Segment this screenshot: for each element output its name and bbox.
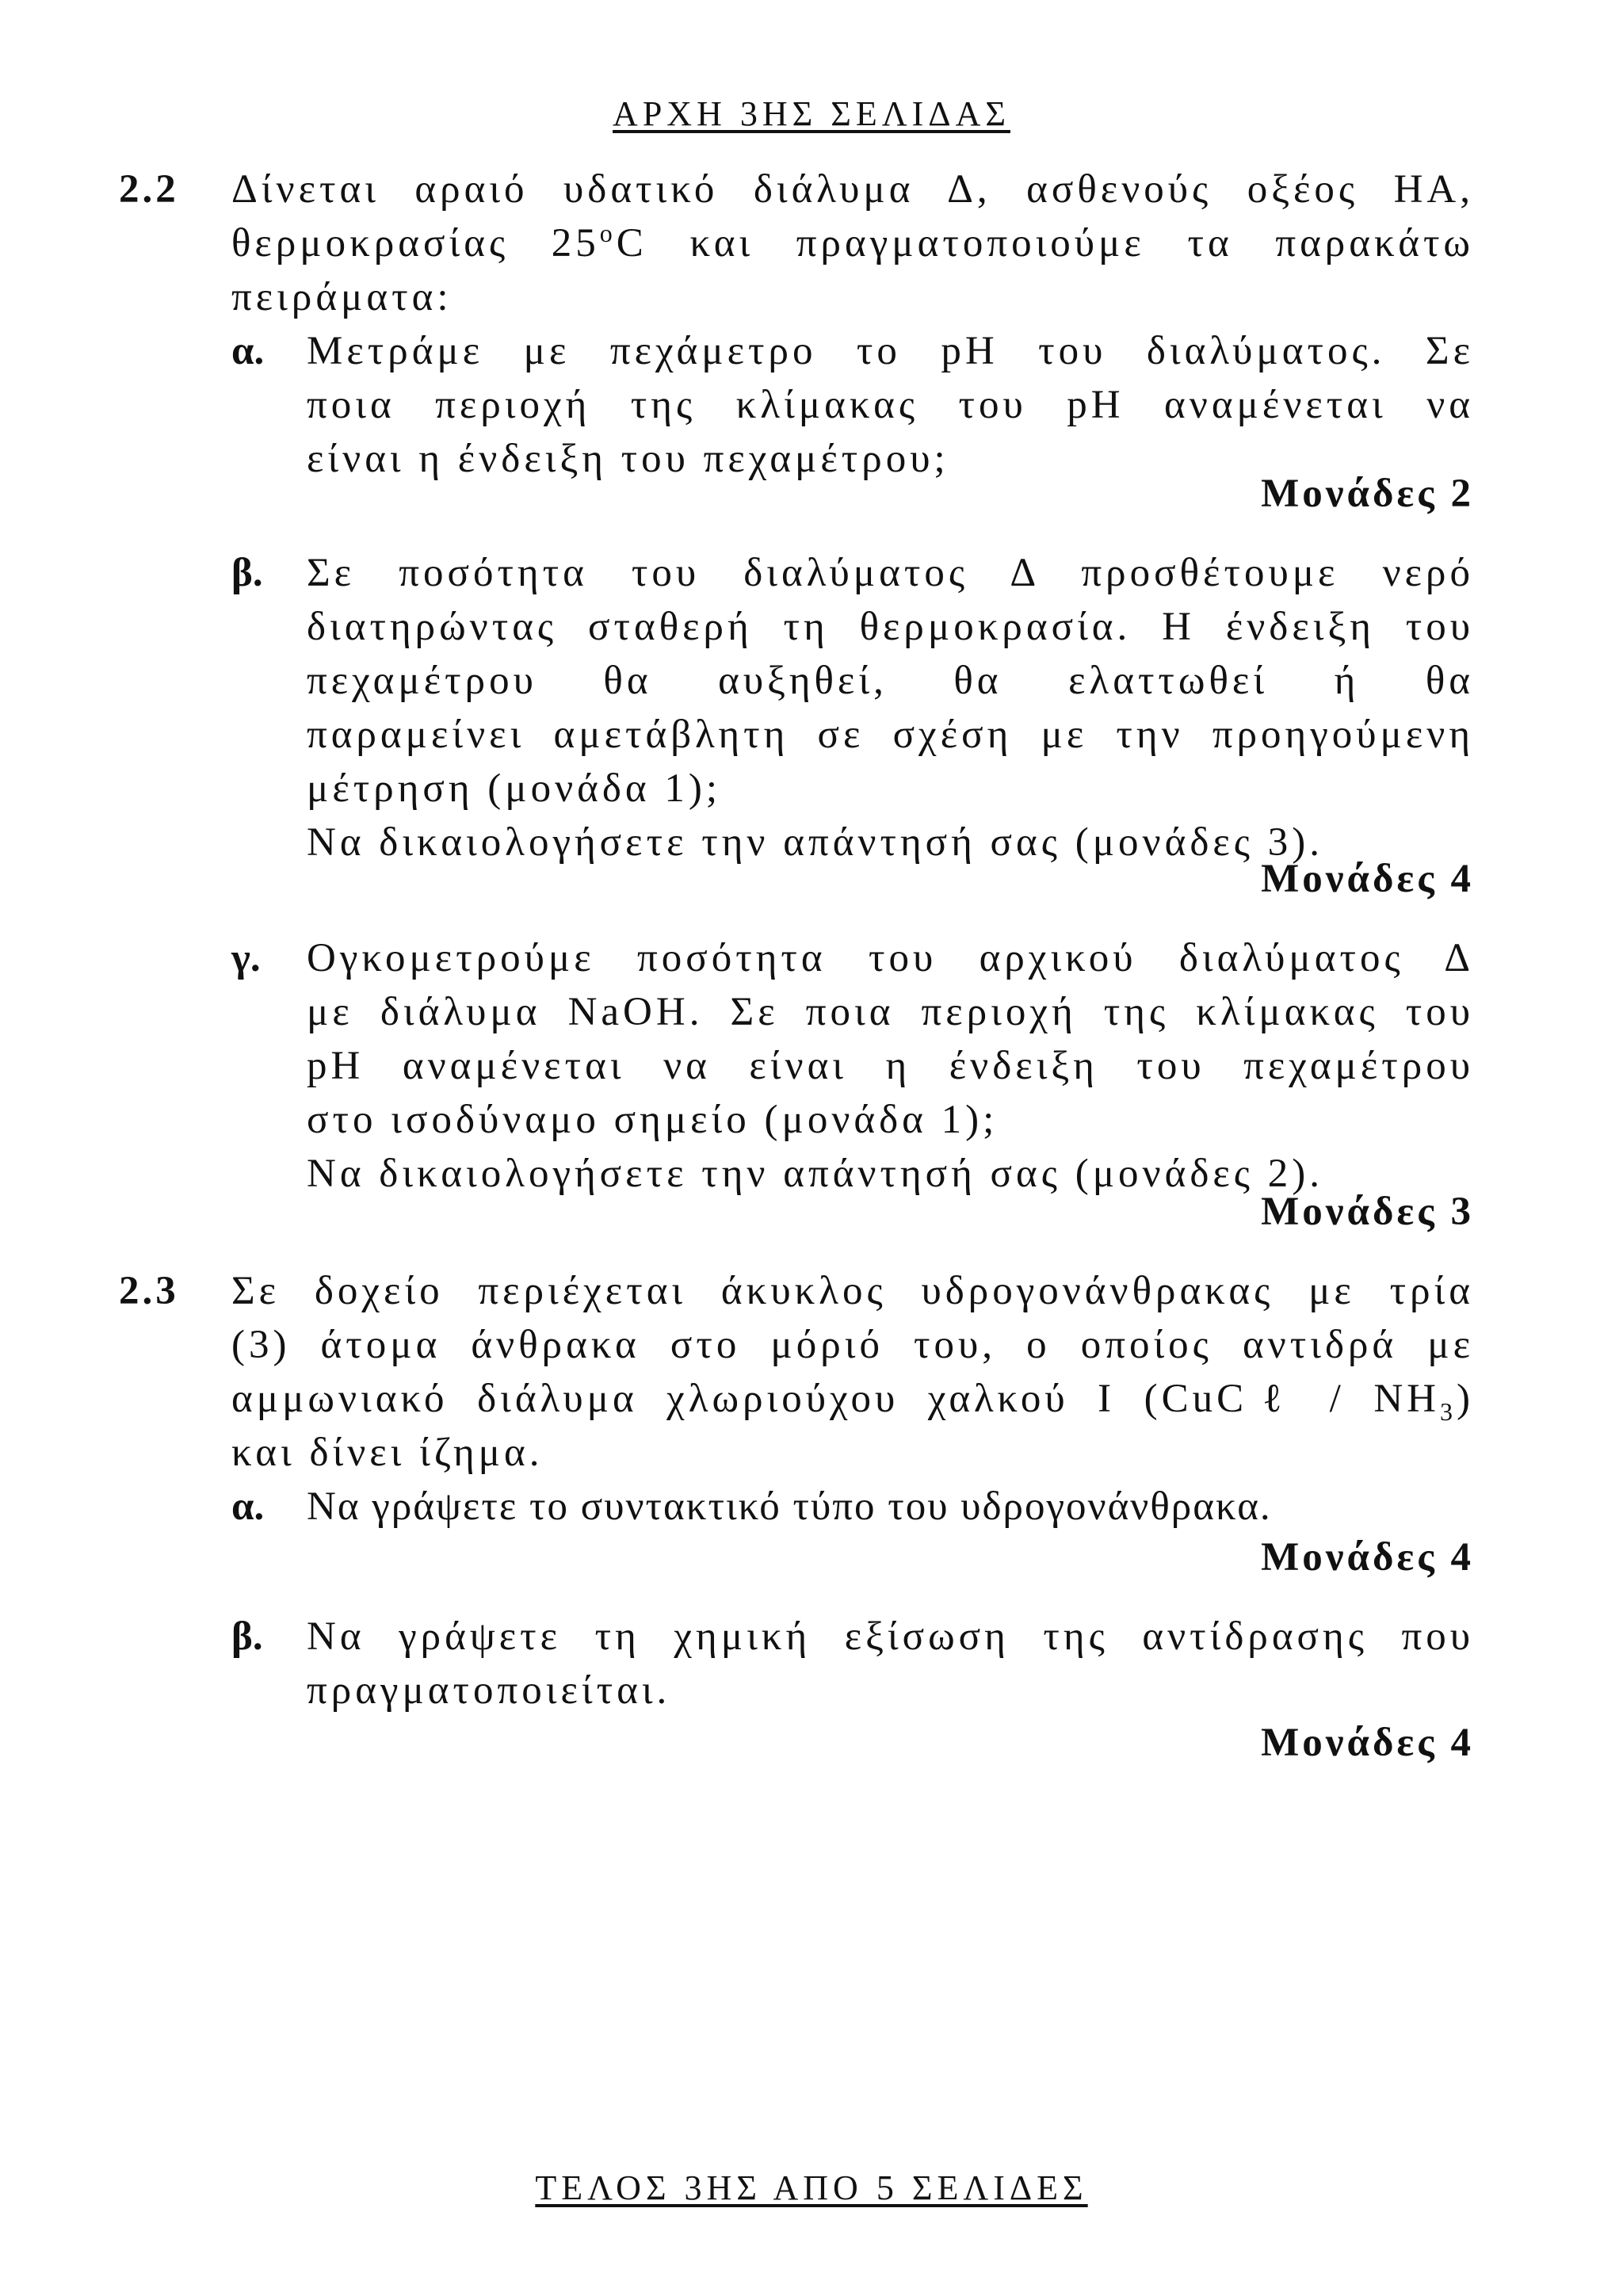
text-line: στο ισοδύναμο σημείο (μονάδα 1); <box>307 1098 999 1142</box>
text-line: πειράματα: <box>231 275 453 319</box>
text-line: Μετράμε με πεχάμετρο το pH του διαλύματος. Σε <box>307 329 1474 373</box>
sub-question-body <box>307 546 1474 869</box>
text-line: Να γράψετε το συντακτικό τύπο του υδρογονάνθρακα. <box>307 1484 1272 1529</box>
text-line: θερμοκρασίας 25$^o$C και πραγματοποιούμε τα παρακάτω <box>231 219 1475 266</box>
question-intro <box>231 1264 1474 1480</box>
sub-question-body <box>307 324 1474 486</box>
page-header: ΑΡΧΗ 3ΗΣ ΣΕΛΙΔΑΣ <box>613 94 1010 133</box>
text-line: διατηρώντας σταθερή τη θερμοκρασία. Η ένδειξη του <box>307 605 1474 649</box>
page-footer: ΤΕΛΟΣ 3ΗΣ ΑΠΟ 5 ΣΕΛΙΔΕΣ <box>535 2168 1088 2207</box>
sub-question-letter: α. <box>231 329 265 373</box>
question-number: 2.2 <box>119 167 179 212</box>
sub-question-letter: γ. <box>231 936 261 980</box>
text-line: Σε δοχείο περιέχεται άκυκλος υδρογονάνθρακας με τρία <box>231 1269 1474 1313</box>
text-line: Να δικαιολογήσετε την απάντησή σας (μονάδες 2). <box>307 1152 1323 1196</box>
sub-question-body <box>307 1610 1474 1717</box>
marks-label: Μονάδες 3 <box>1261 1190 1474 1234</box>
text-line: (3) άτομα άνθρακα στο μόριό του, ο οποίος αντιδρά με <box>231 1323 1474 1367</box>
text-line: Να γράψετε τη χημική εξίσωση της αντίδρασης που <box>307 1614 1474 1659</box>
text-line: Να δικαιολογήσετε την απάντησή σας (μονάδες 3). <box>307 820 1323 865</box>
text-line: παραμείνει αμετάβλητη σε σχέση με την προηγούμενη <box>307 712 1474 757</box>
sub-question-letter: β. <box>231 1614 263 1659</box>
sub-question-body <box>307 1480 1474 1534</box>
text-line: αμμωνιακό διάλυμα χλωριούχου χαλκού Ι (CuCℓ / $NH_3$) <box>231 1377 1474 1427</box>
marks-label: Μονάδες 4 <box>1261 857 1474 901</box>
text-line: μέτρηση (μονάδα 1); <box>307 766 722 811</box>
text-line: Ογκομετρούμε ποσότητα του αρχικού διαλύματος Δ <box>307 936 1474 980</box>
marks-label: Μονάδες 2 <box>1261 472 1474 516</box>
text-line: Σε ποσότητα του διαλύματος Δ προσθέτουμε νερό <box>307 551 1474 595</box>
text-line: πραγματοποιείται. <box>307 1668 671 1713</box>
text-line: είναι η ένδειξη του πεχαμέτρου; <box>307 437 949 481</box>
text-line: και δίνει ίζημα. <box>231 1431 544 1475</box>
text-line: πεχαμέτρου θα αυξηθεί, θα ελαττωθεί ή θα <box>307 659 1474 703</box>
text-line: ποια περιοχή της κλίμακας του pH αναμένεται να <box>307 383 1474 427</box>
sub-question-body <box>307 931 1474 1201</box>
sub-question-letter: β. <box>231 551 263 595</box>
marks-label: Μονάδες 4 <box>1261 1535 1474 1580</box>
question-number: 2.3 <box>119 1269 179 1313</box>
text-line: με διάλυμα NaOH. Σε ποια περιοχή της κλίμακας του <box>307 990 1474 1034</box>
text-line: Δίνεται αραιό υδατικό διάλυμα Δ, ασθενούς οξέος ΗΑ, <box>231 167 1474 212</box>
marks-label: Μονάδες 4 <box>1261 1721 1474 1765</box>
question-intro <box>231 162 1474 324</box>
sub-question-letter: α. <box>231 1484 265 1529</box>
text-line: pH αναμένεται να είναι η ένδειξη του πεχαμέτρου <box>307 1044 1474 1088</box>
